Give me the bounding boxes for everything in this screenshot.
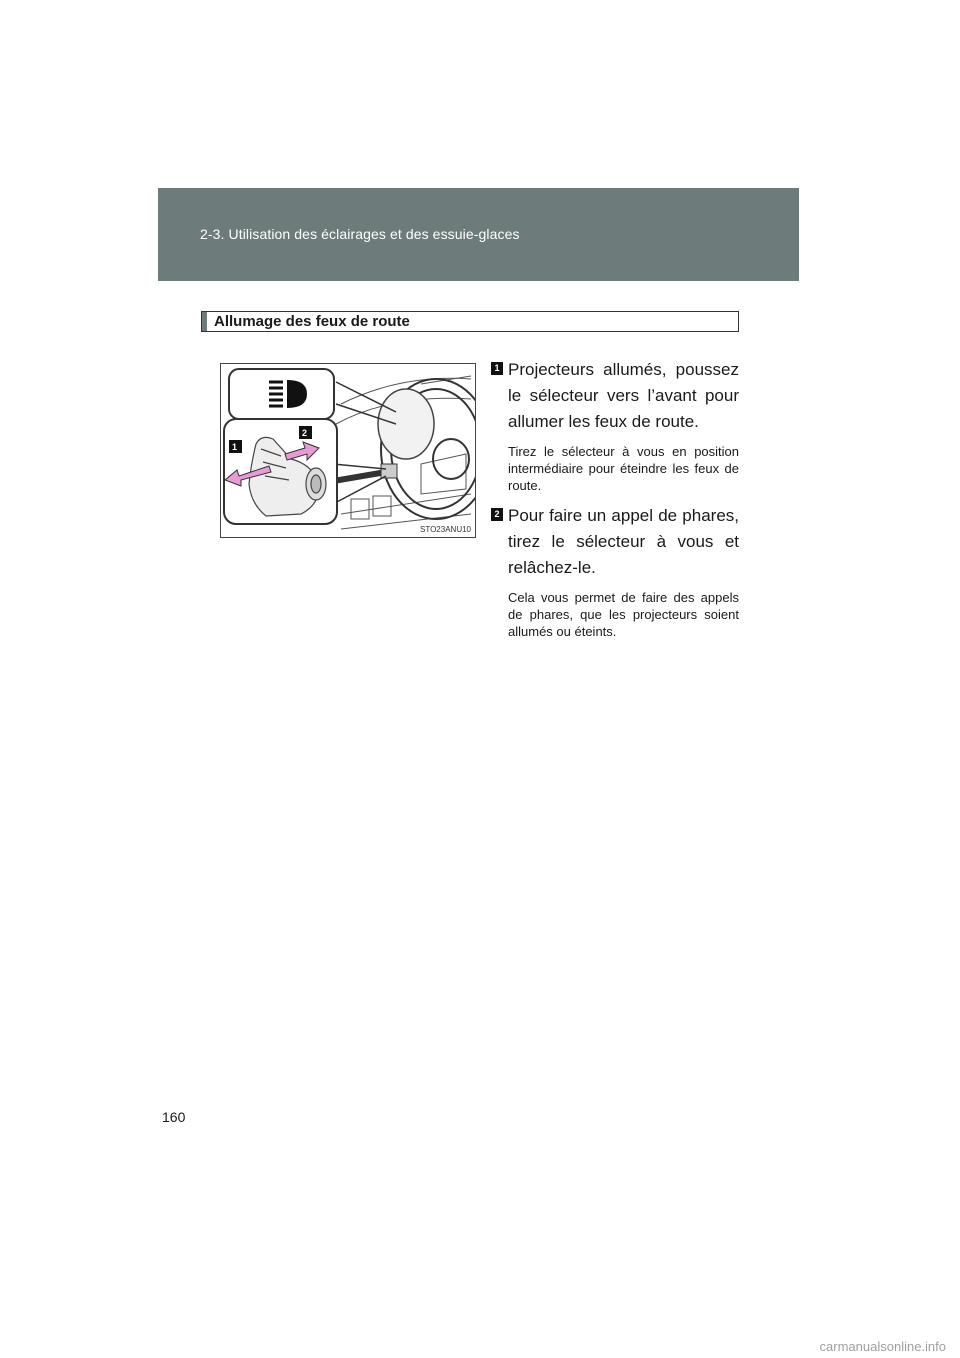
step-1-number: 1 [491,362,503,375]
watermark: carmanualsonline.info [819,1339,946,1354]
step-2-number: 2 [491,508,503,521]
step-1 [491,357,739,494]
figure-marker-1: 1 [232,442,238,452]
figure-marker-2: 2 [302,428,308,438]
subsection-heading [201,311,739,332]
headlight-switch-illustration [220,363,476,538]
step-1-instruction: Projecteurs allumés, poussez le sélecteur vers l’avant pour allumer les feux de route. [508,360,739,431]
section-title: 2-3. Utilisation des éclairages et des essuie-glaces [200,226,520,242]
figure-code: STO23ANU10 [420,525,471,534]
page-number: 160 [162,1109,186,1125]
subsection-title: Allumage des feux de route [214,313,410,330]
step-1-note: Tirez le sélecteur à vous en position intermédiaire pour éteindre les feux de route. [508,444,739,493]
step-2-note: Cela vous permet de faire des appels de phares, que les projecteurs soient allumés ou éteints. [508,590,739,639]
step-2-instruction: Pour faire un appel de phares, tirez le sélecteur à vous et relâchez-le. [508,506,739,577]
illustration-drawing [221,364,476,538]
subsection-accent-bar [202,312,207,331]
section-header-band [158,188,799,281]
step-2 [491,503,739,640]
